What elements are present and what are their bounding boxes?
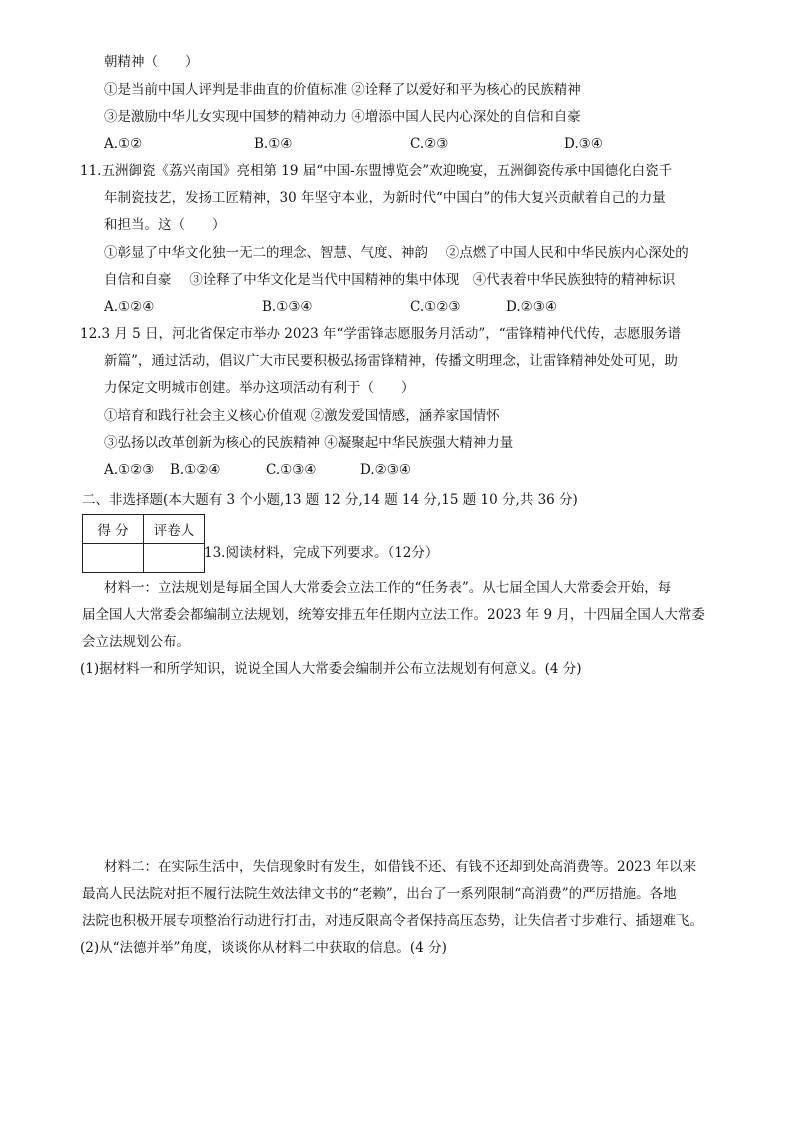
q10-statements-1: ①是当前中国人评判是非曲直的价值标准 ②诠释了以爱好和平为核心的民族精神 (104, 82, 581, 98)
q11-stem-3: 和担当。这（ ） (104, 217, 226, 233)
q10-option-b: B.①④ (254, 136, 293, 152)
q10-stem-tail: 朝精神（ ） (104, 54, 199, 70)
q12-statements-1: ①培育和践行社会主义核心价值观 ②激发爱国情感，涵养家国情怀 (104, 408, 500, 424)
q10-option-a: A.①② (104, 136, 143, 152)
q13-question2: (2)从“法德并举”角度，谈谈你从材料二中获取的信息。(4 分) (80, 940, 447, 956)
score-table (82, 514, 205, 573)
answer-area-2[interactable] (80, 968, 720, 1108)
answer-area-1[interactable] (80, 690, 720, 850)
q10-option-c: C.②③ (410, 136, 449, 152)
q10-statements-2: ③是激励中华儿女实现中国梦的精神动力 ④增添中国人民内心深处的自信和自豪 (104, 109, 581, 125)
q12-option-b: B.①②④ (170, 462, 221, 478)
q11-option-a: A.①②④ (104, 299, 155, 315)
section-heading: 二、非选择题(本大题有 3 个小题,13 题 12 分,14 题 14 分,15 题 10 分,共 36 分) (82, 492, 578, 508)
q13-material1-2: 届全国人大常委会都编制立法规划，统筹安排五年任期内立法工作。2023 年 9 月，十四届全国人大常委 (82, 607, 705, 623)
q13-material1-3: 会立法规划公布。 (82, 634, 190, 650)
grader-label: 评卷人 (144, 515, 205, 544)
q13-title: 13.阅读材料，完成下列要求。（12分） (204, 545, 439, 561)
q11-option-d: D.②③④ (506, 299, 557, 315)
grader-cell[interactable] (144, 544, 205, 573)
q12-stem-1: 12.3 月 5 日，河北省保定市举办 2023 年“学雷锋志愿服务月活动”，“雷锋精神代代传，志愿服务谱 (80, 326, 682, 342)
q11-statements-1: ①彰显了中华文化独一无二的理念、智慧、气度、神韵 ②点燃了中国人民和中华民族内心深处的 (104, 245, 689, 261)
score-label: 得 分 (83, 515, 144, 544)
q11-stem-1: 11.五洲御瓷《荔兴南国》亮相第 19 届“中国-东盟博览会”欢迎晚宴，五洲御瓷传承中国德化白瓷千 (80, 163, 673, 179)
q13-question1: (1)据材料一和所学知识，说说全国人大常委会编制并公布立法规划有何意义。(4 分) (80, 661, 582, 677)
q11-statements-2: 自信和自豪 ③诠释了中华文化是当代中国精神的集中体现 ④代表着中华民族独特的精神标识 (104, 272, 676, 288)
q12-option-a: A.①②③ (104, 462, 155, 478)
q10-option-d: D.③④ (564, 136, 603, 152)
q12-option-d: D.②③④ (360, 462, 411, 478)
q12-stem-3: 力保定文明城市创建。举办这项活动有利于（ ） (104, 380, 415, 396)
q11-option-b: B.①③④ (262, 299, 313, 315)
q12-statements-2: ③弘扬以改革创新为核心的民族精神 ④凝聚起中华民族强大精神力量 (104, 435, 514, 451)
score-cell[interactable] (83, 544, 144, 573)
q13-material2-2: 最高人民法院对拒不履行法院生效法律文书的“老赖”，出台了一系列限制“高消费”的严厉措施。各地 (82, 886, 677, 902)
q11-option-c: C.①②③ (410, 299, 461, 315)
q12-stem-2: 新篇”，通过活动，倡议广大市民要积极弘扬雷锋精神，传播文明理念，让雷锋精神处处可见，助 (104, 353, 678, 369)
q12-option-c: C.①③④ (266, 462, 317, 478)
q13-material2-3: 法院也积极开展专项整治行动进行打击，对违反限高令者保持高压态势，让失信者寸步难行、插翅难飞。 (82, 913, 703, 929)
q11-stem-2: 年制瓷技艺，发扬工匠精神，30 年坚守本业，为新时代“中国白”的伟大复兴贡献着自己的力量 (104, 190, 666, 206)
q13-material1-1: 材料一：立法规划是每届全国人大常委会立法工作的“任务表”。从七届全国人大常委会开始，每 (104, 580, 672, 596)
q13-material2-1: 材料二：在实际生活中，失信现象时有发生，如借钱不还、有钱不还却到处高消费等。2023 年以来 (104, 859, 697, 875)
